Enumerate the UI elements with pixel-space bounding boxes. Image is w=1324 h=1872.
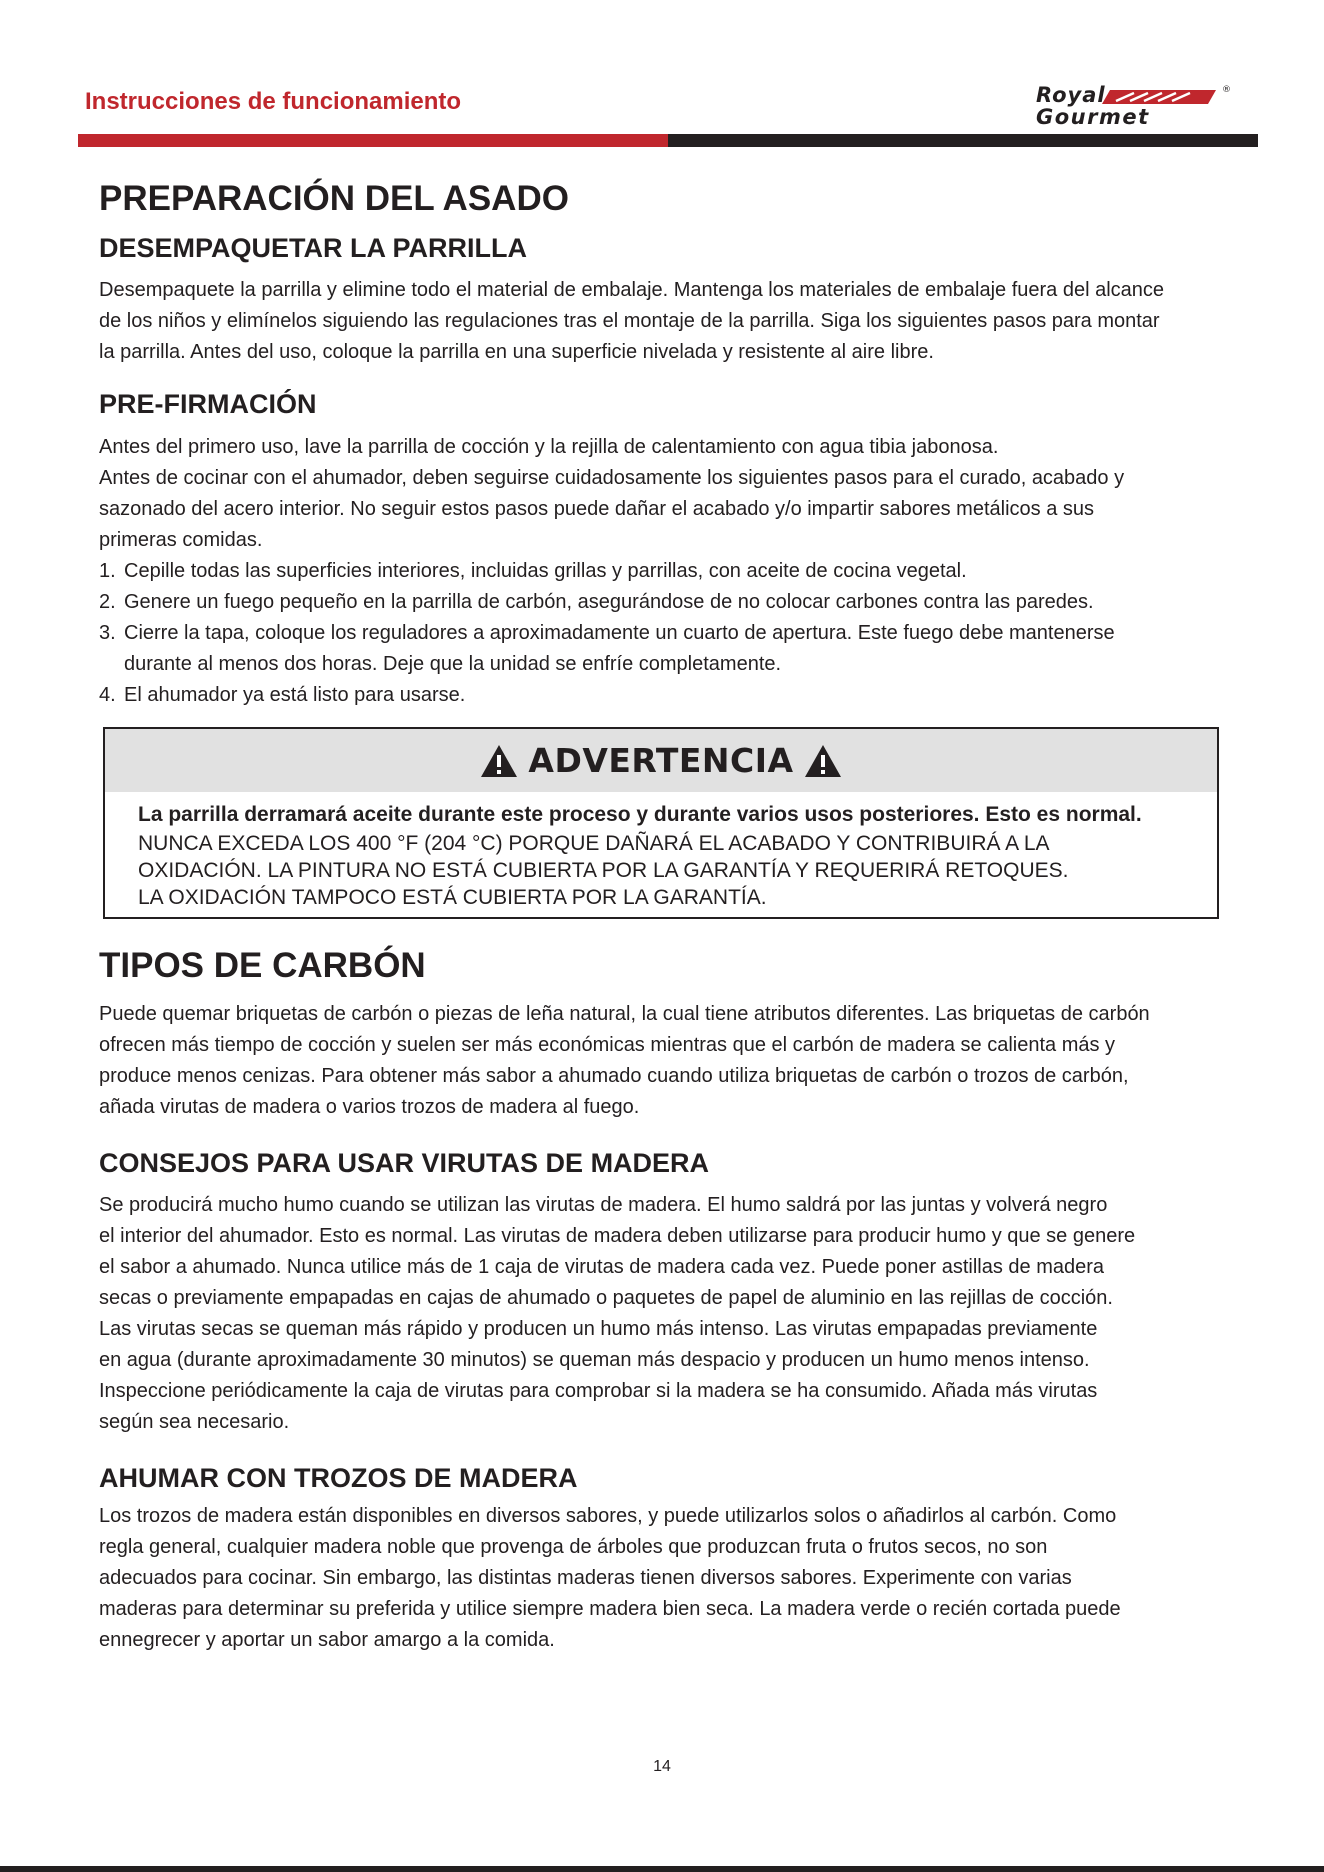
list-item [99,680,1249,711]
section-title-preparation: PREPARACIÓN DEL ASADO [99,179,569,218]
paragraph-line: ennegrecer y aportar un sabor amargo a la comida. [99,1629,555,1651]
paragraph-line: Se producirá mucho humo cuando se utilizan las virutas de madera. El humo saldrá por las juntas y volverá negro [99,1194,1108,1216]
paragraph-line: la parrilla. Antes del uso, coloque la parrilla en una superficie nivelada y resistente al aire libre. [99,341,934,363]
step-text: El ahumador ya está listo para usarse. [124,684,466,706]
step-number: 1. [99,560,116,582]
paragraph-line: Las virutas secas se queman más rápido y producen un humo más intenso. Las virutas empapadas previamente [99,1318,1098,1340]
list-item [99,587,1249,618]
paragraph-line: maderas para determinar su preferida y utilice siempre madera bien seca. La madera verde o recién cortada puede [99,1598,1121,1620]
warning-body [105,792,1217,917]
wood-chips-paragraph [99,1190,1249,1438]
paragraph-line: el interior del ahumador. Esto es normal. Las virutas de madera deben utilizarse para producir humo y que se genere [99,1225,1136,1247]
bottom-rule [0,1866,1324,1872]
subsection-title-pre-seasoning: PRE-FIRMACIÓN [99,389,317,419]
divider-red-segment [78,134,668,147]
header-title: Instrucciones de funcionamiento [85,88,462,115]
warning-caps-line: LA OXIDACIÓN TAMPOCO ESTÁ CUBIERTA POR LA GARANTÍA. [138,886,767,909]
logo-royal: Royal [1036,83,1106,107]
warning-bold-line: La parrilla derramará aceite durante este proceso y durante varios usos posteriores. Esto es normal. [138,803,1142,826]
wood-chunks-paragraph [99,1501,1249,1656]
royal-gourmet-logo [1030,82,1230,128]
warning-box [103,727,1219,919]
seasoning-steps-list [99,556,1249,711]
paragraph-line: Los trozos de madera están disponibles en diversos sabores, y puede utilizarlos solos o añadirlos al carbón. Como [99,1505,1117,1527]
warning-title: ADVERTENCIA [528,741,794,780]
warning-triangle-icon [480,744,518,778]
unpack-paragraph [99,275,1249,368]
warning-header [105,729,1217,792]
page-content [99,178,1249,1656]
paragraph-line: Inspeccione periódicamente la caja de virutas para comprobar si la madera se ha consumido. Añada más virutas [99,1380,1098,1402]
paragraph-line: añada virutas de madera o varios trozos de madera al fuego. [99,1096,640,1118]
subsection-title-unpack: DESEMPAQUETAR LA PARRILLA [99,233,527,263]
step-text: Cierre la tapa, coloque los reguladores a aproximadamente un cuarto de apertura. Este fuego debe mantenerse [124,622,1115,644]
paragraph-line: sazonado del acero interior. No seguir estos pasos puede dañar el acabado y/o impartir sabores metálicos a sus [99,498,1095,520]
paragraph-line: ofrecen más tiempo de cocción y suelen ser más económicas mientras que el carbón de madera se calienta más y [99,1034,1116,1056]
subsection-title-wood-chips: CONSEJOS PARA USAR VIRUTAS DE MADERA [99,1148,710,1178]
paragraph-line: Desempaquete la parrilla y elimine todo el material de embalaje. Mantenga los materiales de embalaje fuera del alcance [99,279,1165,301]
header-divider-bar [78,134,1258,147]
paragraph-line: en agua (durante aproximadamente 30 minutos) se queman más despacio y producen un humo menos intenso. [99,1349,1090,1371]
registered-mark: ® [1222,85,1231,95]
warning-caps-line: NUNCA EXCEDA LOS 400 °F (204 °C) PORQUE DAÑARÁ EL ACABADO Y CONTRIBUIRÁ A LA [138,832,1050,855]
list-item [99,556,1249,587]
section-title-charcoal: TIPOS DE CARBÓN [99,946,426,985]
paragraph-line: regla general, cualquier madera noble que provenga de árboles que produzcan fruta o frutos secos, no son [99,1536,1048,1558]
divider-black-segment [668,134,1258,147]
paragraph-line: primeras comidas. [99,529,263,551]
paragraph-line: produce menos cenizas. Para obtener más sabor a ahumado cuando utiliza briquetas de carbón o trozos de carbón, [99,1065,1129,1087]
step-text: durante al menos dos horas. Deje que la unidad se enfríe completamente. [124,653,782,675]
warning-triangle-icon [804,744,842,778]
subsection-title-wood-chunks: AHUMAR CON TROZOS DE MADERA [99,1463,578,1493]
paragraph-line: según sea necesario. [99,1411,290,1433]
paragraph-line: Antes del primero uso, lave la parrilla de cocción y la rejilla de calentamiento con agua tibia jabonosa. [99,436,999,458]
paragraph-line: adecuados para cocinar. Sin embargo, las distintas maderas tienen diversos sabores. Experimente con varias [99,1567,1072,1589]
charcoal-paragraph [99,999,1249,1123]
step-text: Genere un fuego pequeño en la parrilla de carbón, asegurándose de no colocar carbones contra las paredes. [124,591,1094,613]
paragraph-line: el sabor a ahumado. Nunca utilice más de 1 caja de virutas de madera cada vez. Puede poner astillas de madera [99,1256,1105,1278]
paragraph-line: Puede quemar briquetas de carbón o piezas de leña natural, la cual tiene atributos diferentes. Las briquetas de carbón [99,1003,1150,1025]
page-number: 14 [653,1758,671,1775]
pre-seasoning-paragraph [99,432,1249,556]
step-text: Cepille todas las superficies interiores, incluidas grillas y parrillas, con aceite de cocina vegetal. [124,560,967,582]
logo-gourmet: Gourmet [1036,105,1150,129]
paragraph-line: secas o previamente empapadas en cajas de ahumado o paquetes de papel de aluminio en las rejillas de cocción. [99,1287,1113,1309]
paragraph-line: de los niños y elimínelos siguiendo las regulaciones tras el montaje de la parrilla. Siga los siguientes pasos para montar [99,310,1160,332]
list-item [99,618,1249,680]
paragraph-line: Antes de cocinar con el ahumador, deben seguirse cuidadosamente los siguientes pasos para el curado, acabado y [99,467,1125,489]
step-number: 3. [99,622,116,644]
step-number: 2. [99,591,116,613]
step-number: 4. [99,684,116,706]
warning-caps-line: OXIDACIÓN. LA PINTURA NO ESTÁ CUBIERTA POR LA GARANTÍA Y REQUERIRÁ RETOQUES. [138,859,1069,882]
